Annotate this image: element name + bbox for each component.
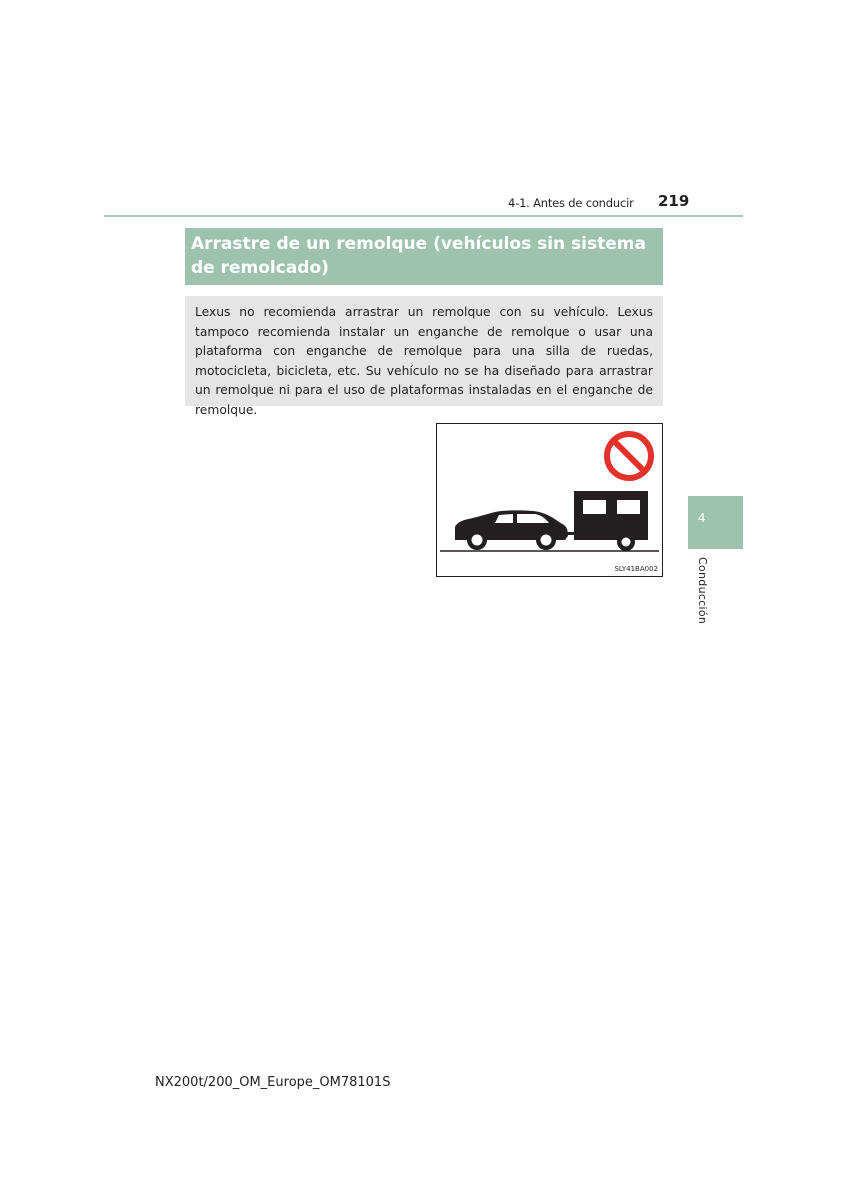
car-icon — [455, 510, 568, 550]
document-footer: NX200t/200_OM_Europe_OM78101S — [155, 1075, 391, 1090]
towing-illustration — [437, 424, 664, 578]
page-number: 219 — [658, 192, 690, 210]
trailer-icon — [574, 491, 648, 551]
chapter-label: Conducción — [696, 557, 709, 625]
towing-prohibited-figure — [436, 423, 663, 577]
notice-box: Lexus no recomienda arrastrar un remolque con su vehículo. Lexus tampoco recomienda instalar un enganche de remolque o usar una plataforma con enganche de remolque para una silla de ruedas, motocicleta, bicicleta, etc. Su vehículo no se ha diseñado para arrastrar un remolque ni para el uso de plataformas instaladas en el enganche de remolque. — [185, 296, 663, 406]
header-divider — [104, 215, 743, 217]
section-title: Arrastre de un remolque (vehículos sin sistema de remolcado) — [185, 228, 663, 285]
figure-code: SLY41BA002 — [614, 565, 658, 573]
prohibition-icon — [607, 434, 651, 478]
chapter-number: 4 — [698, 511, 706, 525]
chapter-tab[interactable] — [688, 496, 743, 549]
section-header: 4-1. Antes de conducir — [508, 196, 634, 210]
